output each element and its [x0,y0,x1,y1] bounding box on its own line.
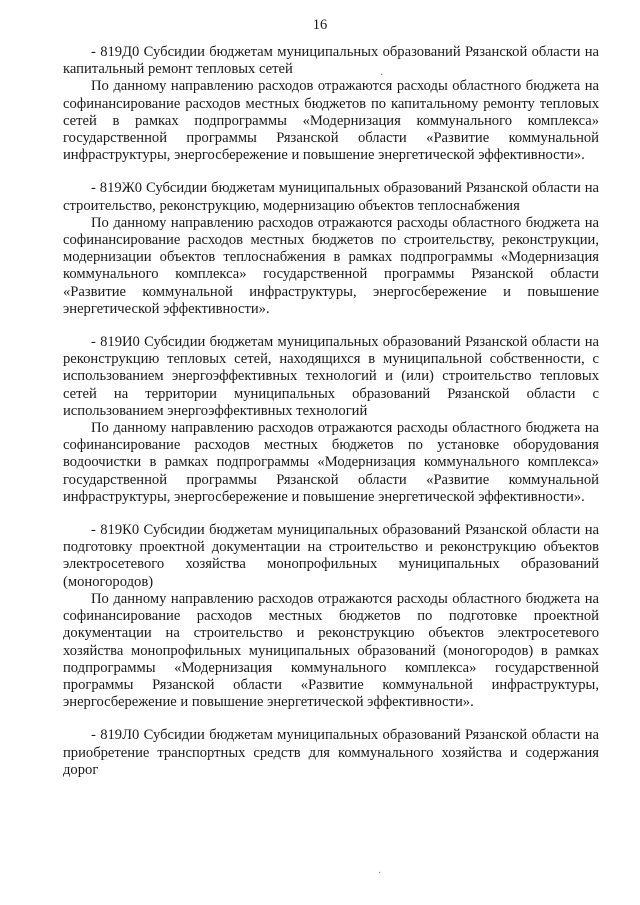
section-body: По данному направлению расходов отражаются расходы областного бюджета на софинансирование расходов местных бюджетов по капитальному ремонту тепловых сетей в рамках подпрограммы «Модернизация коммунального комплекса» государственной программы Рязанской области «Развитие коммунальной инфраструктуры, энергосбережение и повышение энергетической эффективности». [63,78,599,164]
section-819ZH0 [63,180,599,318]
section-819L0 [63,727,599,779]
page-number: 16 [312,17,328,33]
section-819K0 [63,522,599,711]
scan-speck: · [380,70,384,81]
section-819D0 [63,44,599,164]
section-body: По данному направлению расходов отражаются расходы областного бюджета на софинансирование расходов местных бюджетов по установке оборудования водоочистки в рамках подпрограммы «Модернизация коммунального комплекса» государственной программы Рязанской области «Развитие коммунальной инфраструктуры, энергосбережение и повышение энергетической эффективности». [63,420,599,505]
section-heading: - 819И0 Субсидии бюджетам муниципальных образований Рязанской области на реконструкцию тепловых сетей, находящихся в муниципальной собственности, с использованием энергоэффективных технологий и (или) строительство тепловых сетей на территории муниципальных образований Рязанской области с использованием энергоэффективных технологий [63,334,599,419]
section-819I0 [63,334,599,506]
section-heading: - 819Л0 Субсидии бюджетам муниципальных образований Рязанской области на приобретение транспортных средств для коммунального хозяйства и содержания дорог [63,727,599,778]
section-heading: - 819Ж0 Субсидии бюджетам муниципальных образований Рязанской области на строительство, реконструкцию, модернизацию объектов теплоснабжения [63,180,599,214]
section-heading: - 819Д0 Субсидии бюджетам муниципальных образований Рязанской области на капитальный ремонт тепловых сетей [63,44,599,78]
scan-speck: · [378,868,382,879]
section-body: По данному направлению расходов отражаются расходы областного бюджета на софинансирование расходов местных бюджетов по подготовке проектной документации на строительство и реконструкцию объектов электросетевого хозяйства монопрофильных муниципальных образований (моногородов) в рамках подпрограммы «Модернизация коммунального комплекса» государственной программы Рязанской области «Развитие коммунальной инфраструктуры, энергосбережение и повышение энергетической эффективности». [63,590,599,711]
section-heading: - 819К0 Субсидии бюджетам муниципальных образований Рязанской области на подготовку проектной документации на строительство и реконструкцию объектов электросетевого хозяйства монопрофильных муниципальных образований (моногородов) [63,522,599,590]
document-body [63,44,599,795]
section-body: По данному направлению расходов отражаются расходы областного бюджета на софинансирование расходов местных бюджетов по строительству, реконструкции, модернизации объектов теплоснабжения в рамках подпрограммы «Модернизация коммунального комплекса» государственной программы Рязанской области «Развитие коммунальной инфраструктуры, энергосбережение и повышение энергетической эффективности». [63,214,599,317]
